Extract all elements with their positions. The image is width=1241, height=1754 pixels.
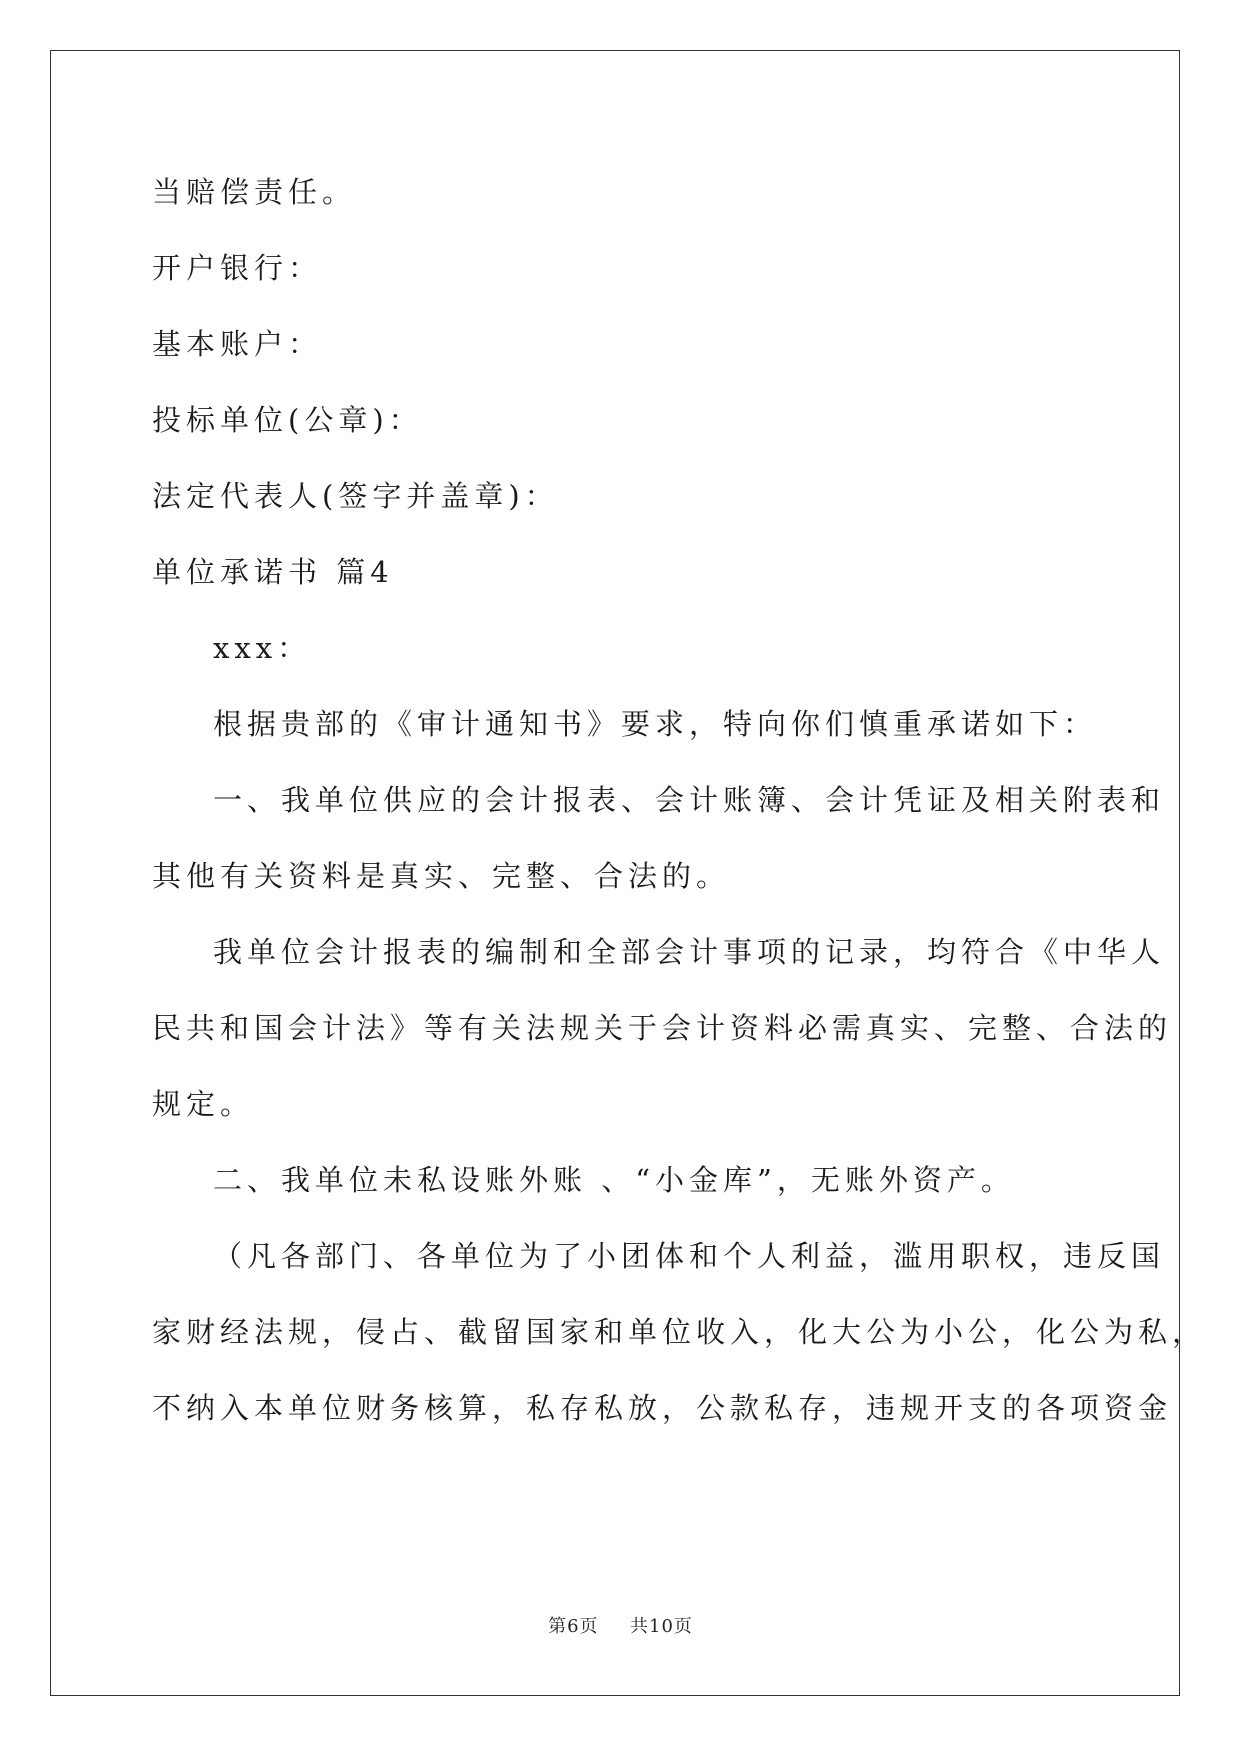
paragraph-two-line-1: 我单位会计报表的编制和全部会计事项的记录，均符合《中华人	[213, 935, 1166, 969]
paragraph-intro: 根据贵部的《审计通知书》要求，特向你们慎重承诺如下：	[213, 707, 1098, 741]
page-footer	[0, 1612, 1241, 1638]
text-line-bank: 开户银行：	[152, 251, 323, 285]
text-line-legal-rep: 法定代表人(签字并盖章)：	[152, 479, 559, 513]
paragraph-two-line-2: 民共和国会计法》等有关法规关于会计资料必需真实、完整、合法的	[152, 1011, 1173, 1045]
paragraph-four-line-3: 不纳入本单位财务核算，私存私放，公款私存，违规开支的各项资金	[152, 1391, 1173, 1425]
paragraph-two-line-3: 规定。	[152, 1087, 255, 1121]
total-pages: 共10页	[630, 1616, 693, 1637]
paragraph-four-line-1: （凡各部门、各单位为了小团体和个人利益，滥用职权，违反国	[213, 1239, 1166, 1273]
page-number: 第6页	[548, 1616, 599, 1637]
paragraph-four-line-2: 家财经法规，侵占、截留国家和单位收入，化大公为小公，化公为私，	[152, 1315, 1207, 1349]
paragraph-one-line-1: 一、我单位供应的会计报表、会计账簿、会计凭证及相关附表和	[213, 783, 1166, 817]
text-line-account: 基本账户：	[152, 327, 323, 361]
paragraph-one-line-2: 其他有关资料是真实、完整、合法的。	[152, 859, 731, 893]
section-heading: 单位承诺书 篇4	[152, 555, 394, 589]
text-line-compensation: 当赔偿责任。	[152, 175, 357, 209]
salutation: xxx：	[213, 631, 312, 665]
paragraph-three: 二、我单位未私设账外账 、“小金库”，无账外资产。	[213, 1163, 1015, 1197]
text-line-bidder: 投标单位(公章)：	[152, 403, 423, 437]
